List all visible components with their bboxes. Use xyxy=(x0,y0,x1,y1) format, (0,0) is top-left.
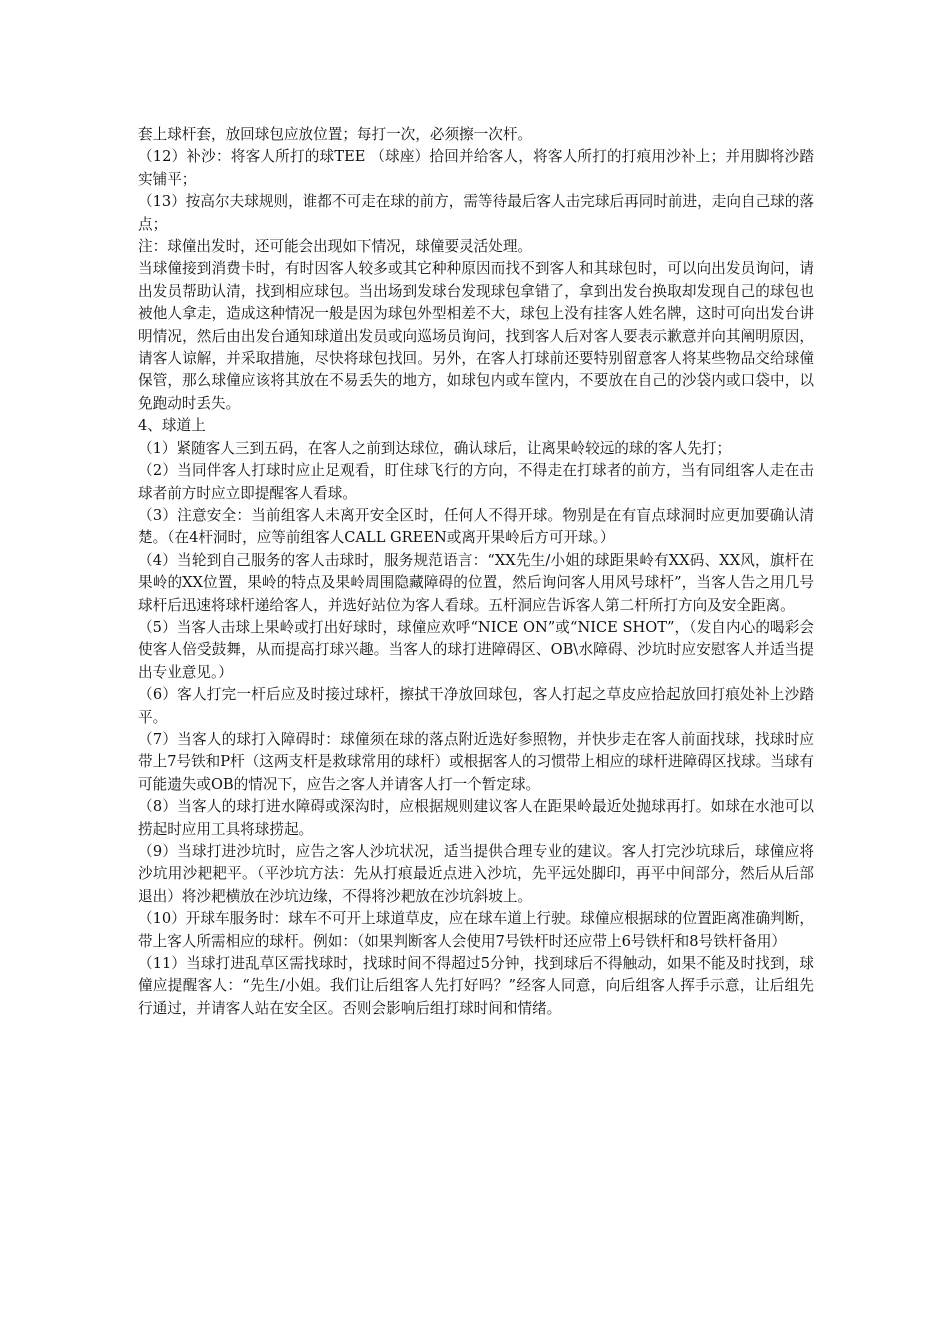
paragraph-fairway-6: （6）客人打完一杆后应及时接过球杆，擦拭干净放回球包，客人打起之草皮应拾起放回打痕处补上沙踏平。 xyxy=(138,686,814,726)
paragraph-item-12: （12）补沙：将客人所打的球TEE （球座）拾回并给客人，将客人所打的打痕用沙补上；并用脚将沙踏实铺平； xyxy=(138,148,814,188)
paragraph-fairway-4: （4）当轮到自己服务的客人击球时，服务规范语言：“XX先生/小姐的球距果岭有XX码、XX风，旗杆在果岭的XX位置，果岭的特点及果岭周围隐藏障碍的位置，然后询问客人用风号球杆”，当客人告之用几号球杆后迅速将球杆递给客人，并选好站位为客人看球。五杆洞应告诉客人第二杆所打方向及安全距离。 xyxy=(138,551,814,614)
paragraph-fairway-2: （2）当同伴客人打球时应止足观看，盯住球飞行的方向，不得走在打球者的前方，当有同组客人走在击球者前方时应立即提醒客人看球。 xyxy=(138,462,814,502)
section-heading-fairway: 4、球道上 xyxy=(138,417,206,435)
paragraph-fairway-1: （1）紧随客人三到五码，在客人之前到达球位，确认球后，让离果岭较远的球的客人先打； xyxy=(138,439,732,457)
paragraph-note-body: 当球僮接到消费卡时，有时因客人较多或其它种种原因而找不到客人和其球包时，可以向出发员询问，请出发员帮助认清，找到相应球包。当出场到发球台发现球包拿错了，拿到出发台换取却发现自己的球包也被他人拿走，造成这种情况一般是因为球包外型相差不大，球包上没有挂客人姓名牌，这时可向出发台讲明情况，然后由出发台通知球道出发员或向巡场员询问，找到客人后对客人要表示歉意并向其阐明原因，请客人谅解，并采取措施，尽快将球包找回。另外，在客人打球前还要特别留意客人将某些物品交给球僮保管，那么球僮应该将其放在不易丢失的地方，如球包内或车筐内，不要放在自己的沙袋内或口袋中，以免跑动时丢失。 xyxy=(138,260,814,412)
paragraph-fairway-7: （7）当客人的球打入障碍时：球僮须在球的落点附近选好参照物，并快步走在客人前面找球，找球时应带上7号铁和P杆（这两支杆是救球常用的球杆）或根据客人的习惯带上相应的球杆进障碍区找球。当球有可能遗失或OB的情况下，应告之客人并请客人打一个暂定球。 xyxy=(138,730,814,793)
paragraph-fairway-11: （11）当球打进乱草区需找球时，找球时间不得超过5分钟，找到球后不得触动，如果不能及时找到，球僮应提醒客人：“先生/小姐。我们让后组客人先打好吗？”经客人同意，向后组客人挥手示意，让后组先行通过，并请客人站在安全区。否则会影响后组打球时间和情绪。 xyxy=(138,955,814,1017)
paragraph-fairway-9: （9）当球打进沙坑时，应告之客人沙坑状况，适当提供合理专业的建议。客人打完沙坑球后，球僮应将沙坑用沙耙耙平。（平沙坑方法：先从打痕最近点进入沙坑，先平远处脚印，再平中间部分，然后从后部退出）将沙耙横放在沙坑边缘，不得将沙耙放在沙坑斜坡上。 xyxy=(138,843,814,905)
paragraph-fairway-8: （8）当客人的球打进水障碍或深沟时，应根据规则建议客人在距果岭最近处抛球再打。如球在水池可以捞起时应用工具将球捞起。 xyxy=(138,798,814,838)
paragraph-fairway-5: （5）当客人击球上果岭或打出好球时，球僮应欢呼“NICE ON”或“NICE SHOT”，（发自内心的喝彩会使客人倍受鼓舞，从而提高打球兴趣。当客人的球打进障碍区、OB\水障碍、沙坑时应安慰客人并适当提出专业意见。） xyxy=(138,618,814,681)
paragraph-item-13: （13）按高尔夫球规则，谁都不可走在球的前方，需等待最后客人击完球后再同时前进，走向自己球的落点； xyxy=(138,193,814,233)
paragraph-fairway-3: （3）注意安全：当前组客人未离开安全区时，任何人不得开球。物别是在有盲点球洞时应更加要确认清楚。（在4杆洞时，应等前组客人CALL GREEN或离开果岭后方可开球。） xyxy=(138,506,814,547)
document-page xyxy=(138,124,814,1020)
paragraph-note: 注：球僮出发时，还可能会出现如下情况，球僮要灵活处理。 xyxy=(138,238,533,256)
paragraph-continuation: 套上球杆套，放回球包应放位置；每打一次，必须擦一次杆。 xyxy=(138,126,533,143)
paragraph-fairway-10: （10）开球车服务时：球车不可开上球道草皮，应在球车道上行驶。球僮应根据球的位置距离准确判断，带上客人所需相应的球杆。例如：（如果判断客人会使用7号铁杆时还应带上6号铁杆和8号铁杆备用） xyxy=(138,910,814,950)
